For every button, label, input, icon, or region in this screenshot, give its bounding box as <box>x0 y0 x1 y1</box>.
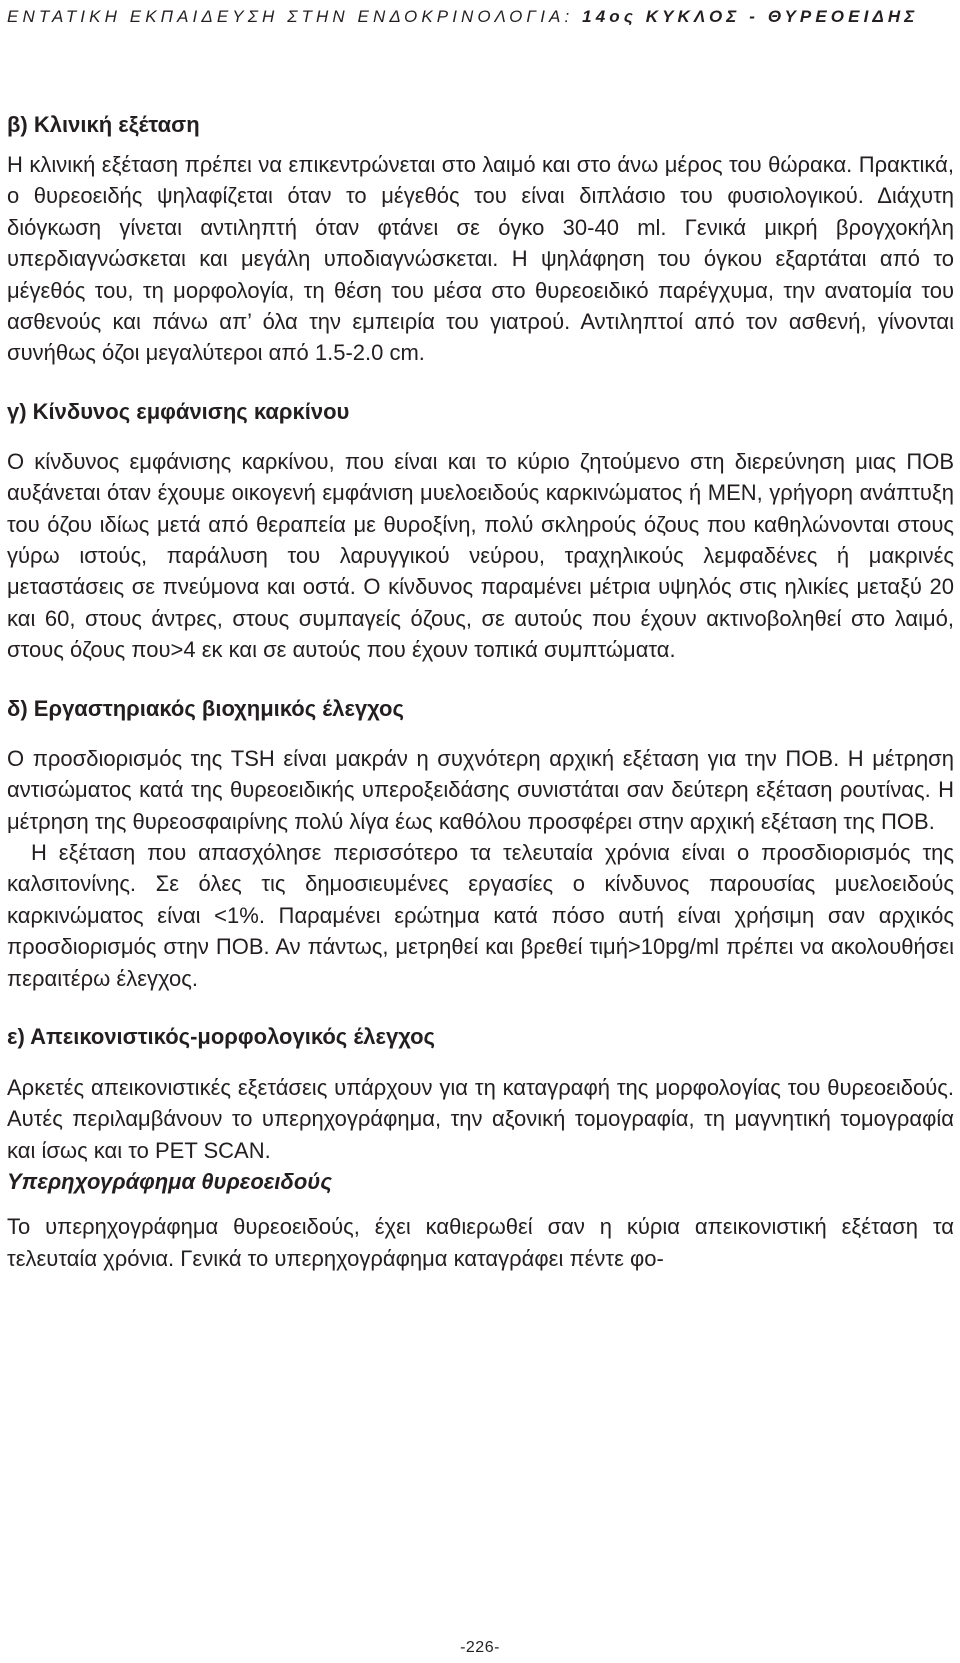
paragraph-clinical-exam: Η κλινική εξέταση πρέπει να επικεντρώνεται στο λαιμό και στο άνω μέρος του θώρακα. Πρακτικά, ο θυρεοειδής ψηλαφίζεται όταν το μέγεθός του είναι διπλάσιο του φυσιολογικού. Διάχυτη διόγκωση γίνεται αντιληπτή όταν φτάνει σε όγκο 30-40 ml. Γενικά μικρή βρογχοκήλη υπερδιαγνώσκεται και μεγάλη υποδιαγνώσκεται. Η ψηλάφηση του όγκου εξαρτάται από το μέγεθός του, τη μορφολογία, τη θέση του μέσα στο θυρεοειδικό παρέγχυμα, την ανατομία του ασθενούς και πάνω απ’ όλα την εμπειρία του γιατρού. Αντιληπτοί από τον ασθενή, γίνονται συνήθως όζοι μεγαλύτεροι από 1.5-2.0 cm. <box>7 152 954 366</box>
running-header <box>7 6 954 28</box>
paragraph-thyroid-ultrasound: Το υπερηχογράφημα θυρεοειδούς, έχει καθιερωθεί σαν η κύρια απεικονιστική εξέταση τα τελευταία χρόνια. Γενικά το υπερηχογράφημα καταγράφει πέντε φο- <box>7 1214 954 1271</box>
paragraph-imaging-overview: Αρκετές απεικονιστικές εξετάσεις υπάρχουν για τη καταγραφή της μορφολογίας του θυρεοειδούς. Αυτές περιλαμβάνουν το υπερηχογράφημα, την αξονική τομογραφία, τη μαγνητική τομογραφία και ίσως και το PET SCAN. <box>7 1074 954 1163</box>
running-header-title: ΕΝΤΑΤΙΚΗ ΕΚΠΑΙΔΕΥΣΗ ΣΤΗΝ ΕΝΔΟΚΡΙΝΟΛΟΓΙΑ: <box>7 7 574 26</box>
section-heading-cancer-risk: γ) Κίνδυνος εμφάνισης καρκίνου <box>7 398 350 424</box>
paragraph-cancer-risk: Ο κίνδυνος εμφάνισης καρκίνου, που είναι και το κύριο ζητούμενο στη διερεύνηση μιας ΠΟΒ αυξάνεται όταν έχουμε οικογενή εμφάνιση μυελοειδούς καρκινώματος ή ΜΕΝ, γρήγορη ανάπτυξη του όζου ιδίως μετά από θεραπεία με θυροξίνη, πολύ σκληρούς όζους που καθηλώνονται στους γύρω ιστούς, παράλυση του λαρυγγικού νεύρου, τραχηλικούς λεμφαδένες ή μακρινές μεταστάσεις σε πνεύμονα και οστά. Ο κίνδυνος παραμένει μέτρια υψηλός στις ηλικίες μεταξύ 20 και 60, στους άντρες, στους συμπαγείς όζους, σε αυτούς που έχουν ακτινοβοληθεί στο λαιμό, στους όζους που>4 εκ και σε αυτούς που έχουν τοπικά συμπτώματα. <box>7 448 954 663</box>
running-header-cycle: 14ος ΚΥΚΛΟΣ - ΘΥΡΕΟΕΙΔΗΣ <box>582 7 919 26</box>
section-heading-imaging: ε) Απεικονιστικός-μορφολογικός έλεγχος <box>7 1023 435 1049</box>
section-heading-lab-tests: δ) Εργαστηριακός βιοχημικός έλεγχος <box>7 695 404 721</box>
paragraph-lab-tests-calcitonin: Η εξέταση που απασχόλησε περισσότερο τα τελευταία χρόνια είναι ο προσδιορισμός της καλσιτονίνης. Σε όλες τις δημοσιευμένες εργασίες ο κίνδυνος παρουσίας μυελοειδούς καρκινώματος είναι <1%. Παραμένει ερώτημα κατά πόσο αυτή είναι χρήσιμη σαν αρχικός προσδιορισμός στην ΠΟΒ. Αν πάντως, μετρηθεί και βρεθεί τιμή>10pg/ml πρέπει να ακολουθήσει περαιτέρω έλεγχος. <box>7 839 954 991</box>
subheading-thyroid-ultrasound: Υπερηχογράφημα θυρεοειδούς <box>7 1169 332 1195</box>
page-number: -226- <box>460 1639 500 1656</box>
section-heading-clinical-exam: β) Κλινική εξέταση <box>7 112 200 137</box>
paragraph-lab-tests-tsh: Ο προσδιορισμός της TSH είναι μακράν η συχνότερη αρχική εξέταση για την ΠΟΒ. Η μέτρηση αντισώματος κατά της θυρεοειδικής υπεροξειδάσης συνιστάται σαν δεύτερη εξέταση ρουτίνας. Η μέτρηση της θυρεοσφαιρίνης πολύ λίγα έως καθόλου προσφέρει στην αρχική εξέταση της ΠΟΒ. <box>7 745 954 834</box>
